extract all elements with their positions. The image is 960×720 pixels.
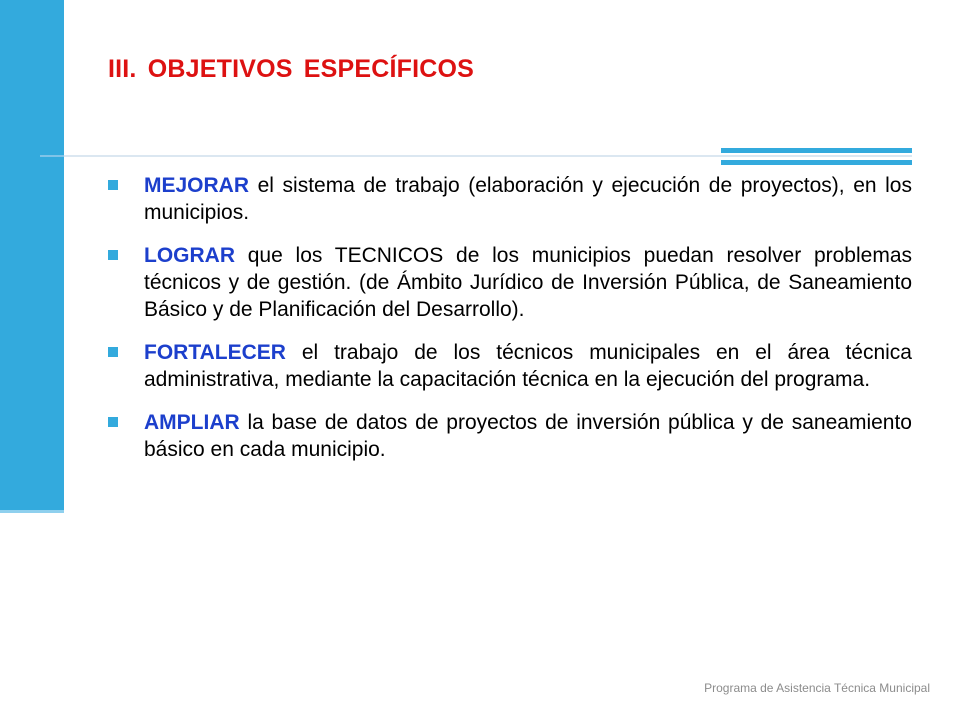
left-accent-bar-edge (0, 510, 64, 513)
objective-item (104, 172, 912, 226)
objective-keyword: MEJORAR (144, 174, 250, 197)
objective-text: que los TECNICOS de los municipios puedan resolver problemas técnicos y de gestión. (de Ámbito Jurídico de Inversión Pública, de Saneamiento Básico y de Planificación del Desarrollo). (144, 244, 912, 321)
decorative-stripe-bottom (721, 160, 912, 165)
objective-item (104, 409, 912, 463)
left-accent-bar (0, 0, 64, 510)
title-divider (40, 155, 912, 157)
objective-keyword: FORTALECER (144, 341, 286, 364)
objective-text: el trabajo de los técnicos municipales en el área técnica administrativa, mediante la capacitación técnica en la ejecución del programa. (144, 341, 912, 391)
decorative-stripe-top (721, 148, 912, 153)
square-bullet-icon (108, 417, 118, 427)
objective-keyword: LOGRAR (144, 244, 235, 267)
objective-item (104, 339, 912, 393)
objective-text: la base de datos de proyectos de inversión pública y de saneamiento básico en cada municipio. (144, 411, 912, 461)
objectives-list (104, 172, 912, 479)
title-divider-accent (40, 155, 64, 157)
objective-text: el sistema de trabajo (elaboración y ejecución de proyectos), en los municipios. (144, 174, 912, 224)
slide-footer: Programa de Asistencia Técnica Municipal (704, 681, 930, 695)
square-bullet-icon (108, 347, 118, 357)
slide-title: III. OBJETIVOS ESPECÍFICOS (108, 55, 475, 83)
square-bullet-icon (108, 180, 118, 190)
square-bullet-icon (108, 250, 118, 260)
objective-item (104, 242, 912, 323)
objective-keyword: AMPLIAR (144, 411, 240, 434)
